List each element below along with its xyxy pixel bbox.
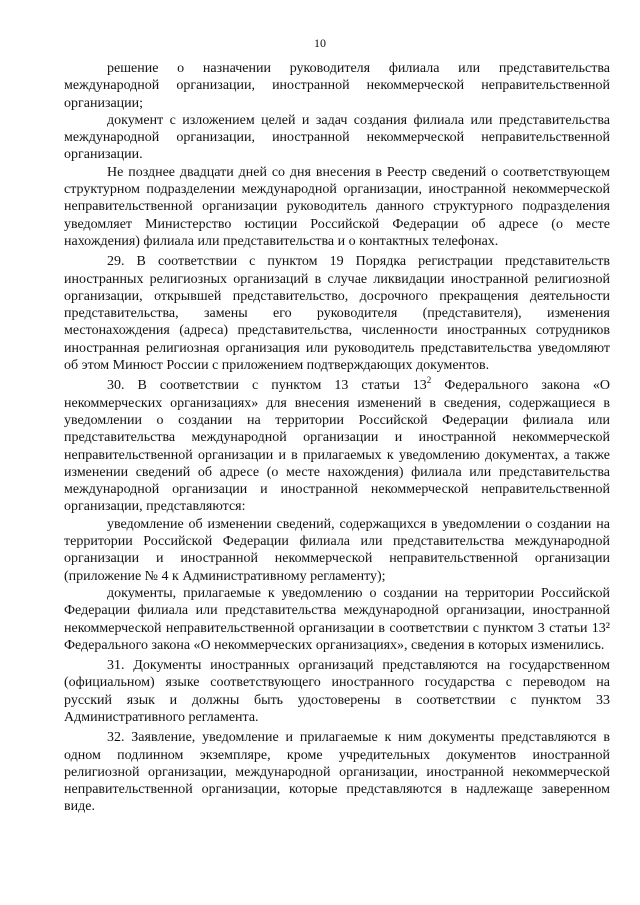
paragraph-30 [64, 374, 611, 515]
paragraph-goals-document: документ с изложением целей и задач создания филиала или представительства международной организации, иностранной некоммерческой неправительственной организации. [64, 112, 610, 163]
paragraph-notice-change: уведомление об изменении сведений, содержащихся в уведомлении о создании на территории Российской Федерации филиала или представительства международной организации и иностранной некоммерческой неправительственной организации (приложение № 4 к Административному регламенту); [64, 516, 610, 584]
paragraph-attached-docs: документы, прилагаемые к уведомлению о создании на территории Российской Федерации филиала или представительства международной организации, иностранной некоммерческой неправительственной организации в соответствии с пунктом 3 статьи 13² Федерального закона «О некоммерческих организациях», сведения в которых изменились. [64, 585, 610, 653]
document-body [64, 60, 610, 816]
article-superscript: 2 [426, 374, 432, 385]
paragraph-registry-deadline: Не позднее двадцати дней со дня внесения в Реестр сведений о соответствующем структурном подразделении международной организации, иностранной некоммерческой неправительственной организации руководитель данного структурного подразделения уведомляет Министерство юстиции Российской Федерации об адресе (о месте нахождения) филиала или представительства и о контактных телефонах. [64, 164, 610, 249]
paragraph-30-text-end: Федерального закона «О некоммерческих организациях» для внесения изменений в сведения, содержащиеся в уведомлении о создании на территории Российской Федерации филиала или представительства международной организации и иностранной некоммерческой неправительственной организации и в прилагаемых к уведомлению документах, а также изменении сведений об адресе (о месте нахождения) филиала или представительства международной организации и иностранной некоммерческой неправительственной организации, представляются: [64, 378, 611, 515]
paragraph-head-decision: решение о назначении руководителя филиала или представительства международной организации, иностранной некоммерческой неправительственной организации; [64, 61, 610, 111]
paragraph-29: 29. В соответствии с пунктом 19 Порядка регистрации представительств иностранных религиозных организаций в случае ликвидации иностранной религиозной организации, открывшей представительство, досрочного прекращения деятельности представительства, замены его руководителя (представителя), изменения местонахождения (адреса) представительства, численности иностранных сотрудников иностранная религиозная организация или руководитель представительства уведомляют об этом Минюст России с приложением подтверждающих документов. [64, 254, 610, 374]
page-number: 10 [314, 36, 326, 50]
paragraph-30-text-start: 30. В соответствии с пунктом 13 статьи 13 [107, 378, 427, 394]
paragraph-31: 31. Документы иностранных организаций представляются на государственном (официальном) языке соответствующего иностранного государства с переводом на русский язык и должны быть удостоверены в соответствии с пунктом 33 Административного регламента. [64, 658, 610, 725]
paragraph-32: 32. Заявление, уведомление и прилагаемые к ним документы представляются в одном подлинном экземпляре, кроме учредительных документов иностранной религиозной организации, международной организации, иностранной некоммерческой неправительственной организации, которые представляются в надлежаще заверенном виде. [64, 730, 610, 815]
